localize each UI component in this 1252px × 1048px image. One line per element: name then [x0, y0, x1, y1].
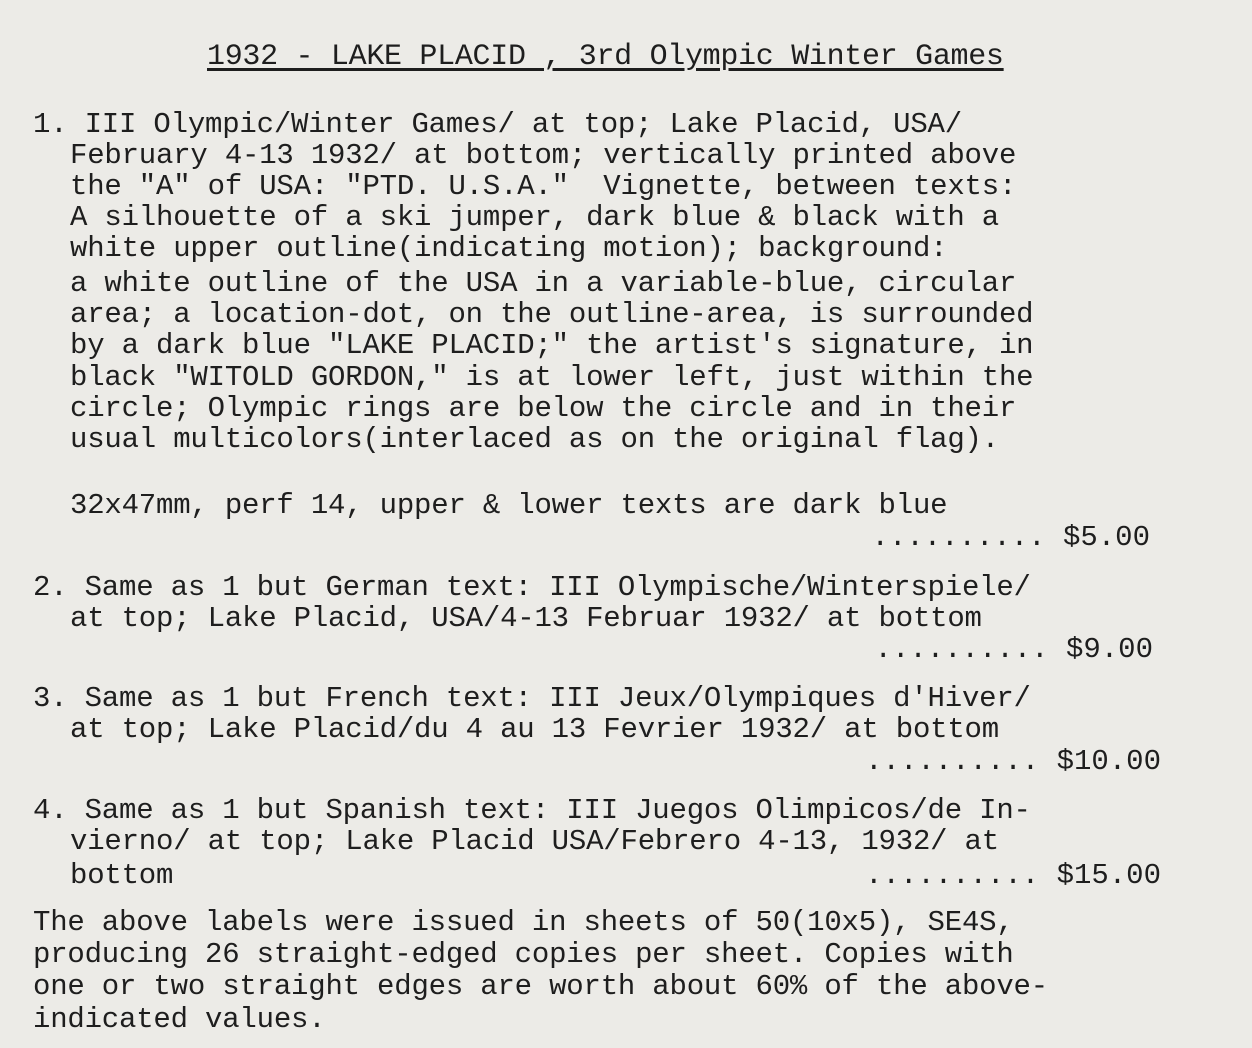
item-4-price: .......... $15.00	[865, 859, 1161, 892]
page-title: 1932 - LAKE PLACID , 3rd Olympic Winter Games	[207, 40, 1004, 74]
item-1-line-10: circle; Olympic rings are below the circle and in their	[70, 392, 1017, 425]
item-1-line-2: February 4-13 1932/ at bottom; vertically printed above	[70, 139, 1017, 172]
item-4-line-1: 4. Same as 1 but Spanish text: III Juegos Olimpicos/de In-	[33, 794, 1031, 827]
note-line-1: The above labels were issued in sheets of 50(10x5), SE4S,	[33, 906, 1014, 939]
item-2-line-1: 2. Same as 1 but German text: III Olympische/Winterspiele/	[33, 571, 1031, 604]
item-1-line-6: a white outline of the USA in a variable-blue, circular	[70, 267, 1017, 300]
item-1-price: .......... $5.00	[871, 521, 1150, 554]
item-2-line-2: at top; Lake Placid, USA/4-13 Februar 1932/ at bottom	[70, 602, 982, 635]
item-1-detail: 32x47mm, perf 14, upper & lower texts are dark blue	[70, 489, 948, 522]
item-1-line-9: black "WITOLD GORDON," is at lower left, just within the	[70, 361, 1034, 394]
item-1-line-11: usual multicolors(interlaced as on the original flag).	[70, 423, 999, 456]
item-1-line-5: white upper outline(indicating motion); background:	[70, 232, 948, 265]
note-line-4: indicated values.	[33, 1003, 326, 1036]
item-4-line-2: vierno/ at top; Lake Placid USA/Febrero 4-13, 1932/ at	[70, 825, 999, 858]
item-4-line-3: bottom	[70, 859, 174, 892]
item-1-line-3: the "A" of USA: "PTD. U.S.A." Vignette, between texts:	[70, 170, 1017, 203]
item-1-line-4: A silhouette of a ski jumper, dark blue & black with a	[70, 201, 999, 234]
item-3-line-1: 3. Same as 1 but French text: III Jeux/Olympiques d'Hiver/	[33, 682, 1031, 715]
item-1-line-8: by a dark blue "LAKE PLACID;" the artist's signature, in	[70, 329, 1034, 362]
note-line-3: one or two straight edges are worth about 60% of the above-	[33, 970, 1048, 1003]
item-1-line-7: area; a location-dot, on the outline-area, is surrounded	[70, 298, 1034, 331]
item-1-line-1: 1. III Olympic/Winter Games/ at top; Lake Placid, USA/	[33, 108, 962, 141]
item-3-line-2: at top; Lake Placid/du 4 au 13 Fevrier 1932/ at bottom	[70, 713, 999, 746]
note-line-2: producing 26 straight-edged copies per sheet. Copies with	[33, 938, 1014, 971]
item-2-price: .......... $9.00	[874, 633, 1153, 666]
item-3-price: .......... $10.00	[865, 745, 1161, 778]
